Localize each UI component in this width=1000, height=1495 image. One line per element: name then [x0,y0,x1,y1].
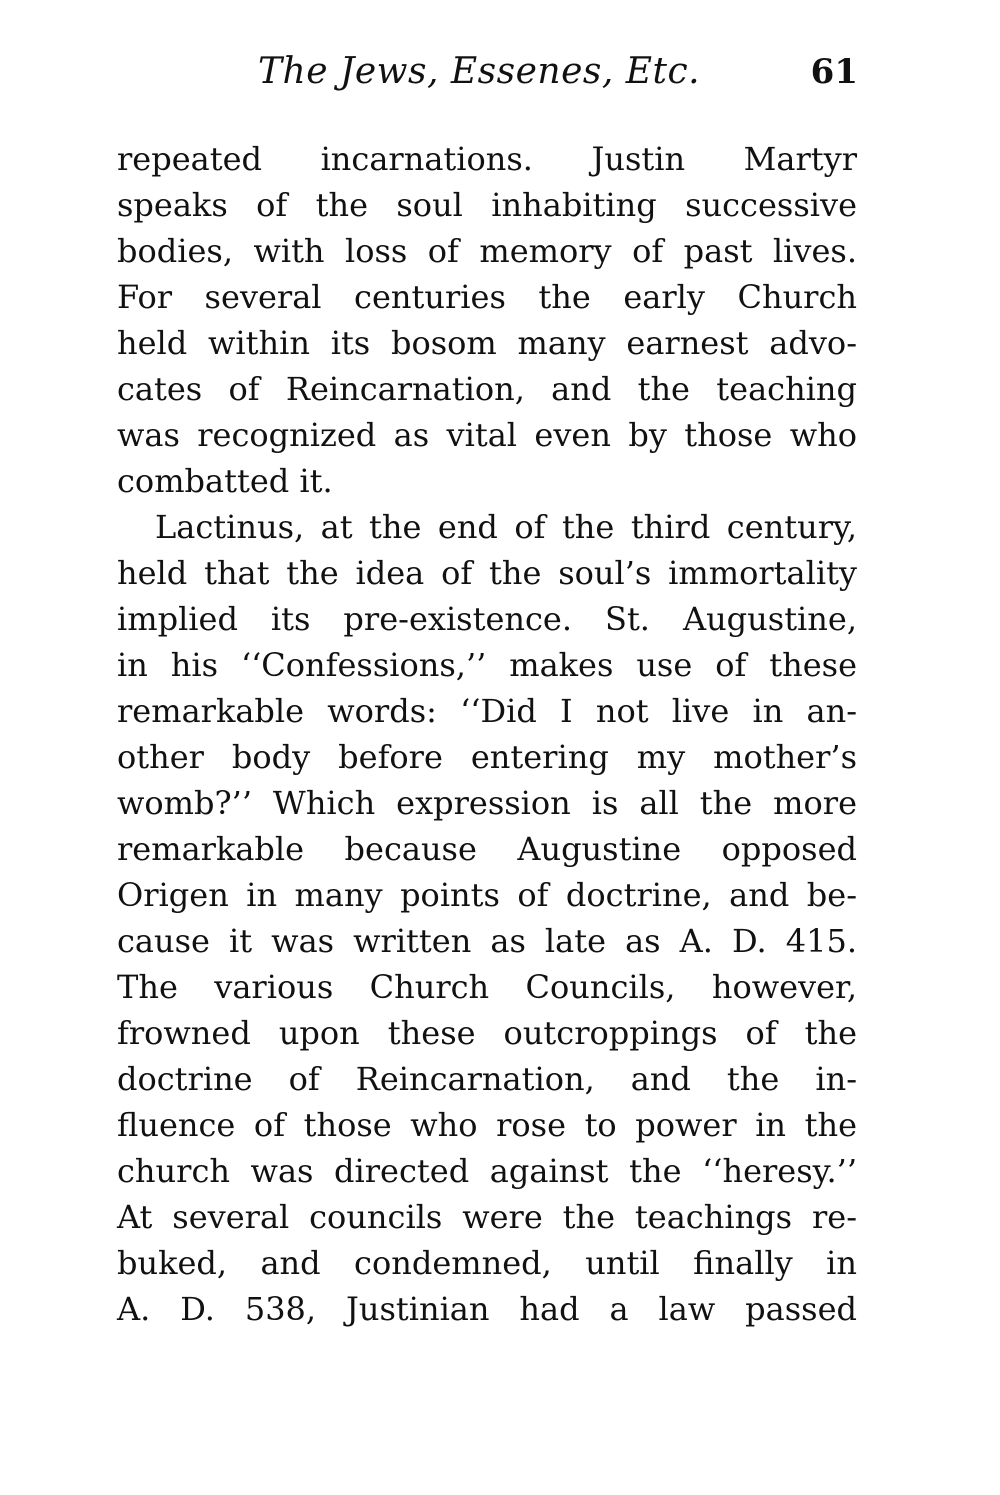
text-line: buked, and condemned, until finally in [117,1244,857,1282]
text-line: implied its pre-existence. St. Augustine, [117,600,857,638]
text-line: held within its bosom many earnest advo- [117,324,857,362]
text-line: repeated incarnations. Justin Martyr [117,140,857,178]
text-line: was recognized as vital even by those who [117,416,857,454]
paragraph-2 [117,504,857,1332]
text-line: doctrine of Reincarnation, and the in- [117,1060,857,1098]
running-title: The Jews, Essenes, Etc. [258,51,701,92]
text-line: fluence of those who rose to power in the [117,1106,857,1144]
text-line: Lactinus, at the end of the third century, [155,508,857,546]
text-line: womb?’’ Which expression is all the more [117,784,857,822]
text-line: other body before entering my mother’s [117,738,857,776]
text-line: held that the idea of the soul’s immortality [117,554,857,592]
text-line: cause it was written as late as A. D. 415. [117,922,857,960]
text-line: in his ‘‘Confessions,’’ makes use of these [117,646,857,684]
text-line: The various Church Councils, however, [117,968,857,1006]
paragraph-1 [117,136,857,504]
text-line: For several centuries the early Church [117,278,857,316]
text-line: combatted it. [117,462,333,500]
page-number: 61 [810,52,858,92]
text-line: church was directed against the ‘‘heresy.’’ [117,1152,857,1190]
text-line: remarkable words: ‘‘Did I not live in an- [117,692,857,730]
text-line: frowned upon these outcroppings of the [117,1014,857,1052]
text-line: Origen in many points of doctrine, and be- [117,876,857,914]
running-head [258,44,858,100]
text-line: bodies, with loss of memory of past lives. [117,232,857,270]
text-line: A. D. 538, Justinian had a law passed [117,1290,857,1328]
text-line: remarkable because Augustine opposed [117,830,857,868]
text-line: speaks of the soul inhabiting successive [117,186,857,224]
text-line: At several councils were the teachings re- [117,1198,857,1236]
text-line: cates of Reincarnation, and the teaching [117,370,857,408]
body-text [117,136,857,1332]
